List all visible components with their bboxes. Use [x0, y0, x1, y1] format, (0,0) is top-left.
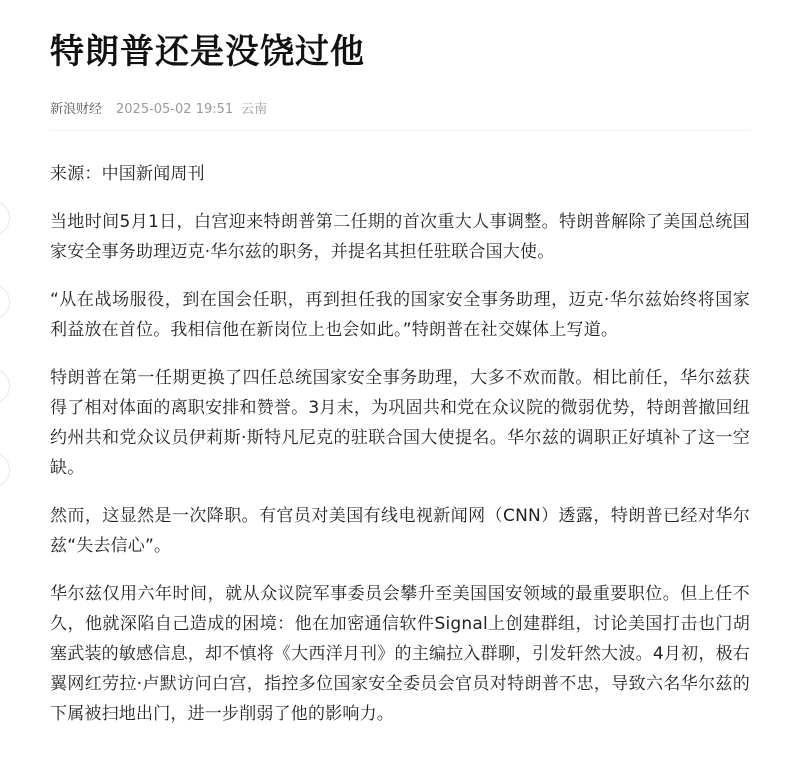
paragraph-source: 来源：中国新闻周刊 — [50, 164, 205, 184]
publish-time: 2025-05-02 19:51 — [116, 102, 234, 117]
paragraph: 当地时间5月1日，白宫迎来特朗普第二任期的首次重大人事调整。特朗普解除了美国总统国家安全事务助理迈克·华尔兹的职务，并提名其担任驻联合国大使。 — [50, 212, 750, 262]
share-button-2[interactable] — [0, 284, 10, 320]
paragraph: “从在战场服役，到在国会任职，再到担任我的国家安全事务助理，迈克·华尔兹始终将国家利益放在首位。我相信他在新岗位上也会如此。”特朗普在社交媒体上写道。 — [50, 290, 750, 340]
source-link[interactable]: 新浪财经 — [50, 102, 103, 117]
share-button-1[interactable] — [0, 200, 10, 236]
article-title: 特朗普还是没饶过他 — [50, 32, 365, 72]
article-meta — [50, 100, 750, 131]
article-body — [50, 159, 750, 729]
paragraph: 特朗普在第一任期更换了四任总统国家安全事务助理，大多不欢而散。相比前任，华尔兹获得了相对体面的离职安排和赞誉。3月末，为巩固共和党在众议院的微弱优势，特朗普撤回纽约州共和党众议员伊莉斯·斯特凡尼克的驻联合国大使提名。华尔兹的调职正好填补了这一空缺。 — [50, 368, 750, 478]
article — [50, 0, 750, 747]
share-button-4[interactable] — [0, 452, 10, 488]
share-button-3[interactable] — [0, 368, 10, 404]
paragraph: 华尔兹仅用六年时间，就从众议院军事委员会攀升至美国国安领域的最重要职位。但上任不久，他就深陷自己造成的困境：他在加密通信软件Signal上创建群组，讨论美国打击也门胡塞武装的敏感信息，却不慎将《大西洋月刊》的主编拉入群聊，引发轩然大波。4月初，极右翼网红劳拉·卢默访问白宫，指控多位国家安全委员会官员对特朗普不忠，导致六名华尔兹的下属被扫地出门，进一步削弱了他的影响力。 — [50, 584, 750, 724]
publish-location: 云南 — [241, 102, 268, 117]
paragraph: 然而，这显然是一次降职。有官员对美国有线电视新闻网（CNN）透露，特朗普已经对华尔兹“失去信心”。 — [50, 506, 750, 556]
share-rail — [0, 200, 10, 536]
